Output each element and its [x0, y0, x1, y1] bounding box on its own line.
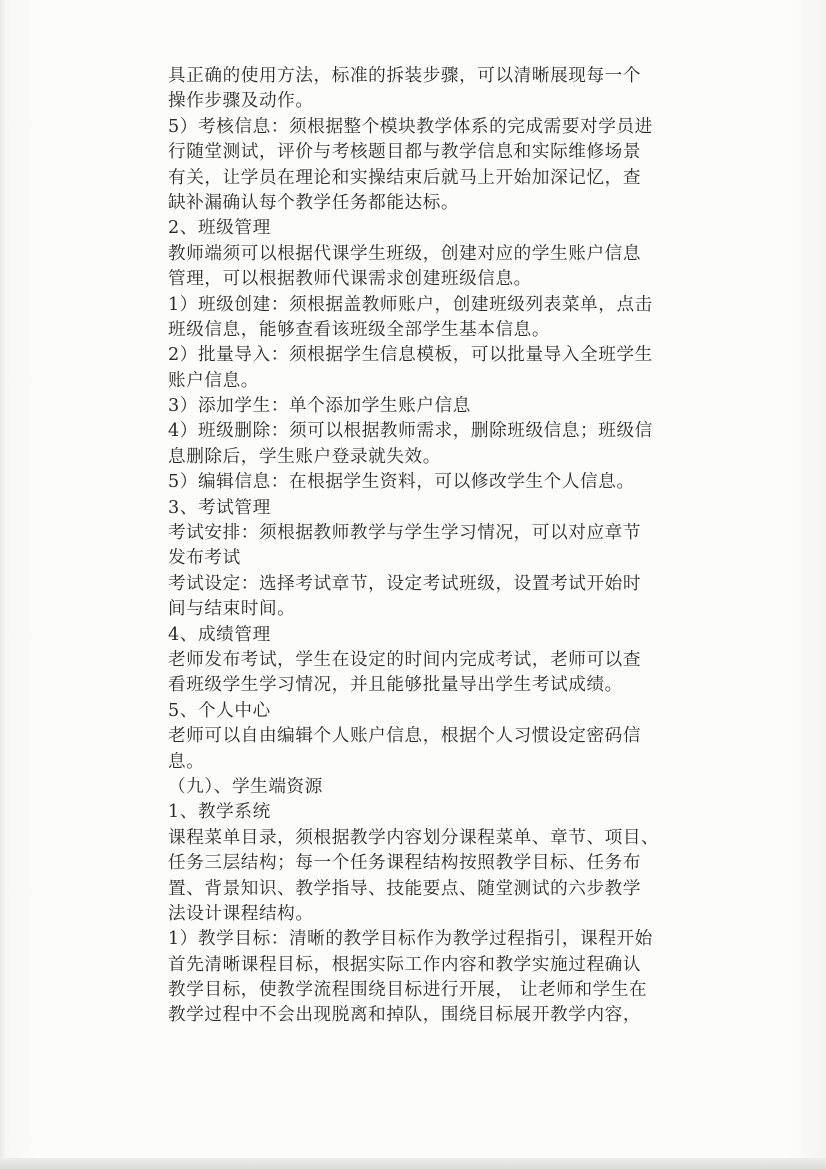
section-heading: 3、考试管理: [168, 497, 271, 518]
page-edge-shadow: [0, 0, 6, 1169]
section-heading: 1、教学系统: [168, 802, 271, 823]
text-line: 教学过程中不会出现脱离和掉队，围绕目标展开教学内容，: [168, 1005, 642, 1026]
text-line: 缺补漏确认每个教学任务都能达标。: [168, 192, 460, 213]
text-line: 具正确的使用方法，标准的拆装步骤，可以清晰展现每一个: [168, 66, 642, 86]
text-line: 3）添加学生：单个添加学生账户信息: [168, 396, 471, 417]
text-line: 老师发布考试，学生在设定的时间内完成考试，老师可以查: [168, 649, 642, 670]
document-body: [168, 64, 698, 1029]
scan-bottom-edge: [0, 1158, 826, 1169]
text-line: 账户信息。: [168, 370, 259, 391]
section-heading: 2、班级管理: [168, 218, 271, 239]
text-line: 老师可以自由编辑个人账户信息，根据个人习惯设定密码信: [168, 726, 642, 747]
text-line: 1）班级创建：须根据盖教师账户，创建班级列表菜单，点击: [168, 294, 653, 315]
text-line: 班级信息，能够查看该班级全部学生基本信息。: [168, 319, 551, 340]
text-line: 考试安排：须根据教师教学与学生学习情况，可以对应章节: [168, 523, 642, 544]
text-line: 置、背景知识、教学指导、技能要点、随堂测试的六步教学: [168, 878, 642, 899]
text-line: 4）班级删除：须可以根据教师需求，删除班级信息；班级信: [168, 421, 653, 442]
text-line: 间与结束时间。: [168, 599, 296, 620]
text-line: 法设计课程结构。: [168, 903, 314, 924]
text-line: 行随堂测试，评价与考核题目都与教学信息和实际维修场景: [168, 142, 642, 163]
text-line: 5）考核信息：须根据整个模块教学体系的完成需要对学员进: [168, 116, 653, 137]
text-line: 首先清晰课程目标，根据实际工作内容和教学实施过程确认: [168, 954, 642, 975]
text-line: 管理，可以根据教师代课需求创建班级信息。: [168, 269, 532, 290]
text-line: 息。: [168, 751, 205, 772]
text-line: 教学目标，使教学流程围绕目标进行开展， 让老师和学生在: [168, 980, 648, 1001]
text-line: 课程菜单目录，须根据教学内容划分课程菜单、章节、项目、: [168, 827, 660, 848]
section-heading: 5、个人中心: [168, 700, 271, 721]
text-line: 息删除后，学生账户登录就失效。: [168, 446, 441, 467]
text-line: 有关，让学员在理论和实操结束后就马上开始加深记忆，查: [168, 167, 642, 188]
section-heading: 4、成绩管理: [168, 624, 271, 645]
text-line: 发布考试: [168, 548, 241, 569]
text-line: 看班级学生学习情况，并且能够批量导出学生考试成绩。: [168, 675, 623, 696]
text-line: 5）编辑信息：在根据学生资料，可以修改学生个人信息。: [168, 472, 635, 493]
chapter-heading: （九）、学生端资源: [168, 776, 323, 797]
text-line: 2）批量导入：须根据学生信息模板，可以批量导入全班学生: [168, 345, 653, 366]
text-line: 任务三层结构；每一个任务课程结构按照教学目标、任务布: [168, 853, 642, 874]
text-line: 1）教学目标：清晰的教学目标作为教学过程指引，课程开始: [168, 929, 653, 950]
text-line: 操作步骤及动作。: [168, 91, 314, 112]
text-line: 考试设定：选择考试章节，设定考试班级，设置考试开始时: [168, 573, 642, 594]
text-line: 教师端须可以根据代课学生班级，创建对应的学生账户信息: [168, 243, 642, 264]
